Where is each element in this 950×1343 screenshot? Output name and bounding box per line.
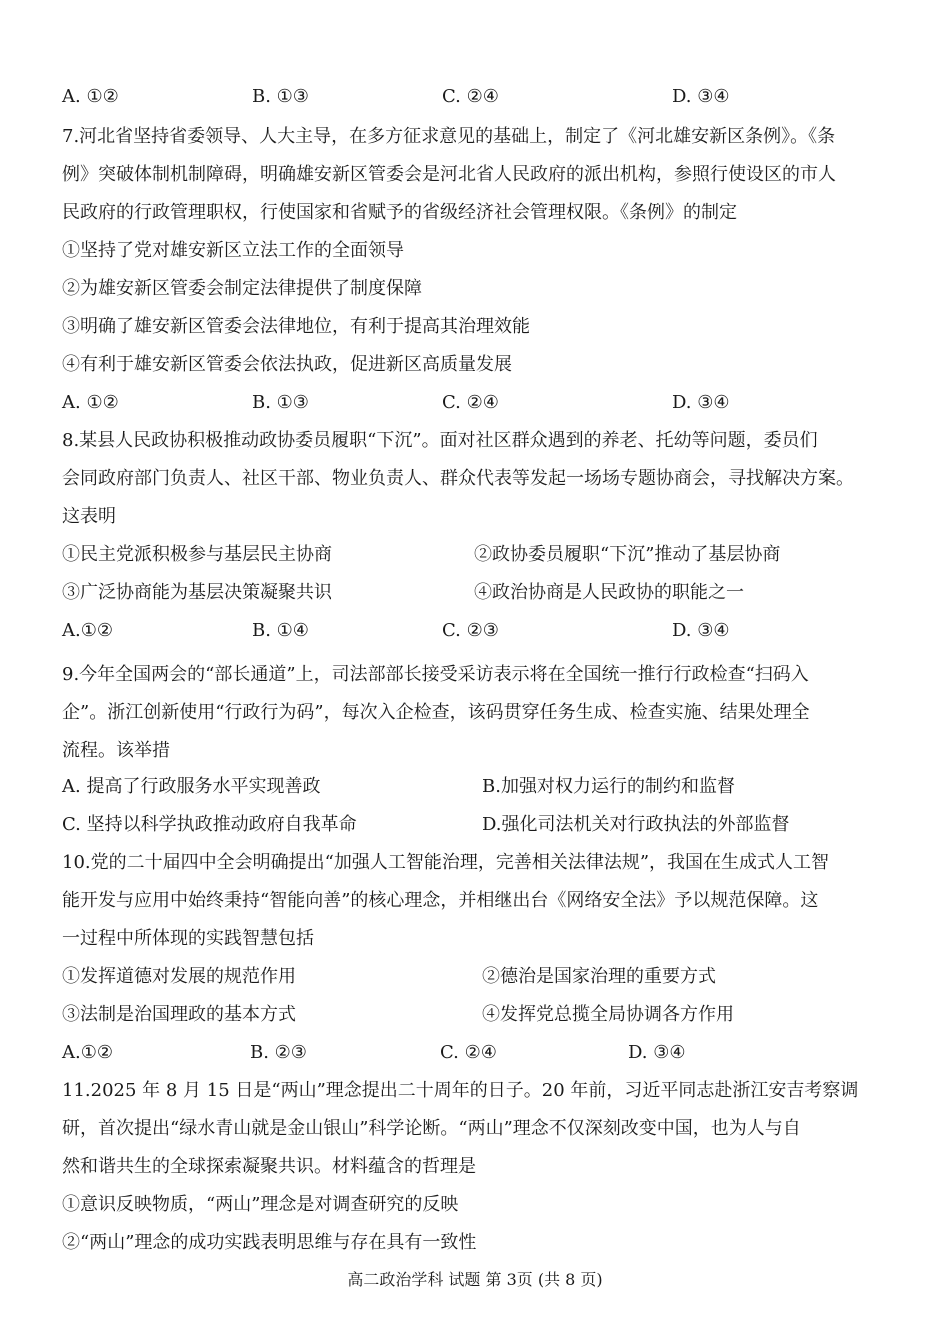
q8-stem-line-2: 会同政府部门负责人、社区干部、物业负责人、群众代表等发起一场场专题协商会，寻找解决方案。 [62, 468, 854, 489]
q11-stem-line-2: 研，首次提出“绿水青山就是金山银山”科学论断。“两山”理念不仅深刻改变中国，也为人与自 [62, 1118, 801, 1139]
q10-option-a: A.①② [62, 1042, 113, 1063]
q7-option-c: C. ②④ [442, 392, 499, 413]
q8-option-c: C. ②③ [442, 620, 499, 641]
q8-statement-2: ②政协委员履职“下沉”推动了基层协商 [474, 544, 781, 565]
q8-option-a: A.①② [62, 620, 113, 641]
q8-option-b: B. ①④ [252, 620, 309, 641]
q6-option-c: C. ②④ [442, 86, 499, 107]
q10-stem-line-1: 10.党的二十届四中全会明确提出“加强人工智能治理，完善相关法律法规”，我国在生成式人工智 [62, 852, 830, 873]
q10-stem-line-3: 一过程中所体现的实践智慧包括 [62, 928, 314, 949]
q6-option-a: A. ①② [62, 86, 119, 107]
q9-stem-line-3: 流程。该举措 [62, 740, 170, 761]
q7-statement-1: ①坚持了党对雄安新区立法工作的全面领导 [62, 240, 404, 261]
q9-stem-line-1: 9.今年全国两会的“部长通道”上，司法部部长接受采访表示将在全国统一推行行政检查“扫码入 [62, 664, 809, 685]
q8-stem-line-3: 这表明 [62, 506, 116, 527]
q9-option-a: A. 提高了行政服务水平实现善政 [62, 776, 321, 797]
q6-option-d: D. ③④ [672, 86, 730, 107]
q10-option-b: B. ②③ [250, 1042, 307, 1063]
q7-option-d: D. ③④ [672, 392, 730, 413]
q7-statement-4: ④有利于雄安新区管委会依法执政，促进新区高质量发展 [62, 354, 512, 375]
q9-option-d: D.强化司法机关对行政执法的外部监督 [482, 814, 790, 835]
q8-statement-1: ①民主党派积极参与基层民主协商 [62, 544, 332, 565]
q8-statement-3: ③广泛协商能为基层决策凝聚共识 [62, 582, 332, 603]
q7-statement-2: ②为雄安新区管委会制定法律提供了制度保障 [62, 278, 422, 299]
q10-option-c: C. ②④ [440, 1042, 497, 1063]
q7-option-b: B. ①③ [252, 392, 309, 413]
q10-stem-line-2: 能开发与应用中始终秉持“智能向善”的核心理念，并相继出台《网络安全法》予以规范保障。这 [62, 890, 819, 911]
q10-statement-4: ④发挥党总揽全局协调各方作用 [482, 1004, 734, 1025]
q11-stem-line-1: 11.2025 年 8 月 15 日是“两山”理念提出二十周年的日子。20 年前，习近平同志赴浙江安吉考察调 [62, 1080, 859, 1101]
q10-option-d: D. ③④ [628, 1042, 686, 1063]
q9-stem-line-2: 企”。浙江创新使用“行政行为码”，每次入企检查，该码贯穿任务生成、检查实施、结果处理全 [62, 702, 810, 723]
page-footer: 高二政治学科 试题 第 3页 (共 8 页) [347, 1270, 603, 1289]
q11-stem-line-3: 然和谐共生的全球探索凝聚共识。材料蕴含的哲理是 [62, 1156, 476, 1177]
q8-stem-line-1: 8.某县人民政协积极推动政协委员履职“下沉”。面对社区群众遇到的养老、托幼等问题，委员们 [62, 430, 818, 451]
q9-option-b: B.加强对权力运行的制约和监督 [482, 776, 735, 797]
q7-stem-line-1: 7.河北省坚持省委领导、人大主导，在多方征求意见的基础上，制定了《河北雄安新区条例》。《条 [62, 126, 836, 147]
q7-option-a: A. ①② [62, 392, 119, 413]
q9-option-c: C. 坚持以科学执政推动政府自我革命 [62, 814, 357, 835]
q11-statement-2: ②“两山”理念的成功实践表明思维与存在具有一致性 [62, 1232, 477, 1253]
q7-statement-3: ③明确了雄安新区管委会法律地位，有利于提高其治理效能 [62, 316, 530, 337]
q7-stem-line-2: 例》突破体制机制障碍，明确雄安新区管委会是河北省人民政府的派出机构，参照行使设区的市人 [62, 164, 836, 185]
q8-option-d: D. ③④ [672, 620, 730, 641]
q8-statement-4: ④政治协商是人民政协的职能之一 [474, 582, 744, 603]
q10-statement-3: ③法制是治国理政的基本方式 [62, 1004, 296, 1025]
q10-statement-1: ①发挥道德对发展的规范作用 [62, 966, 296, 987]
q7-stem-line-3: 民政府的行政管理职权，行使国家和省赋予的省级经济社会管理权限。《条例》的制定 [62, 202, 737, 223]
q6-option-b: B. ①③ [252, 86, 309, 107]
q11-statement-1: ①意识反映物质，“两山”理念是对调查研究的反映 [62, 1194, 459, 1215]
q10-statement-2: ②德治是国家治理的重要方式 [482, 966, 716, 987]
